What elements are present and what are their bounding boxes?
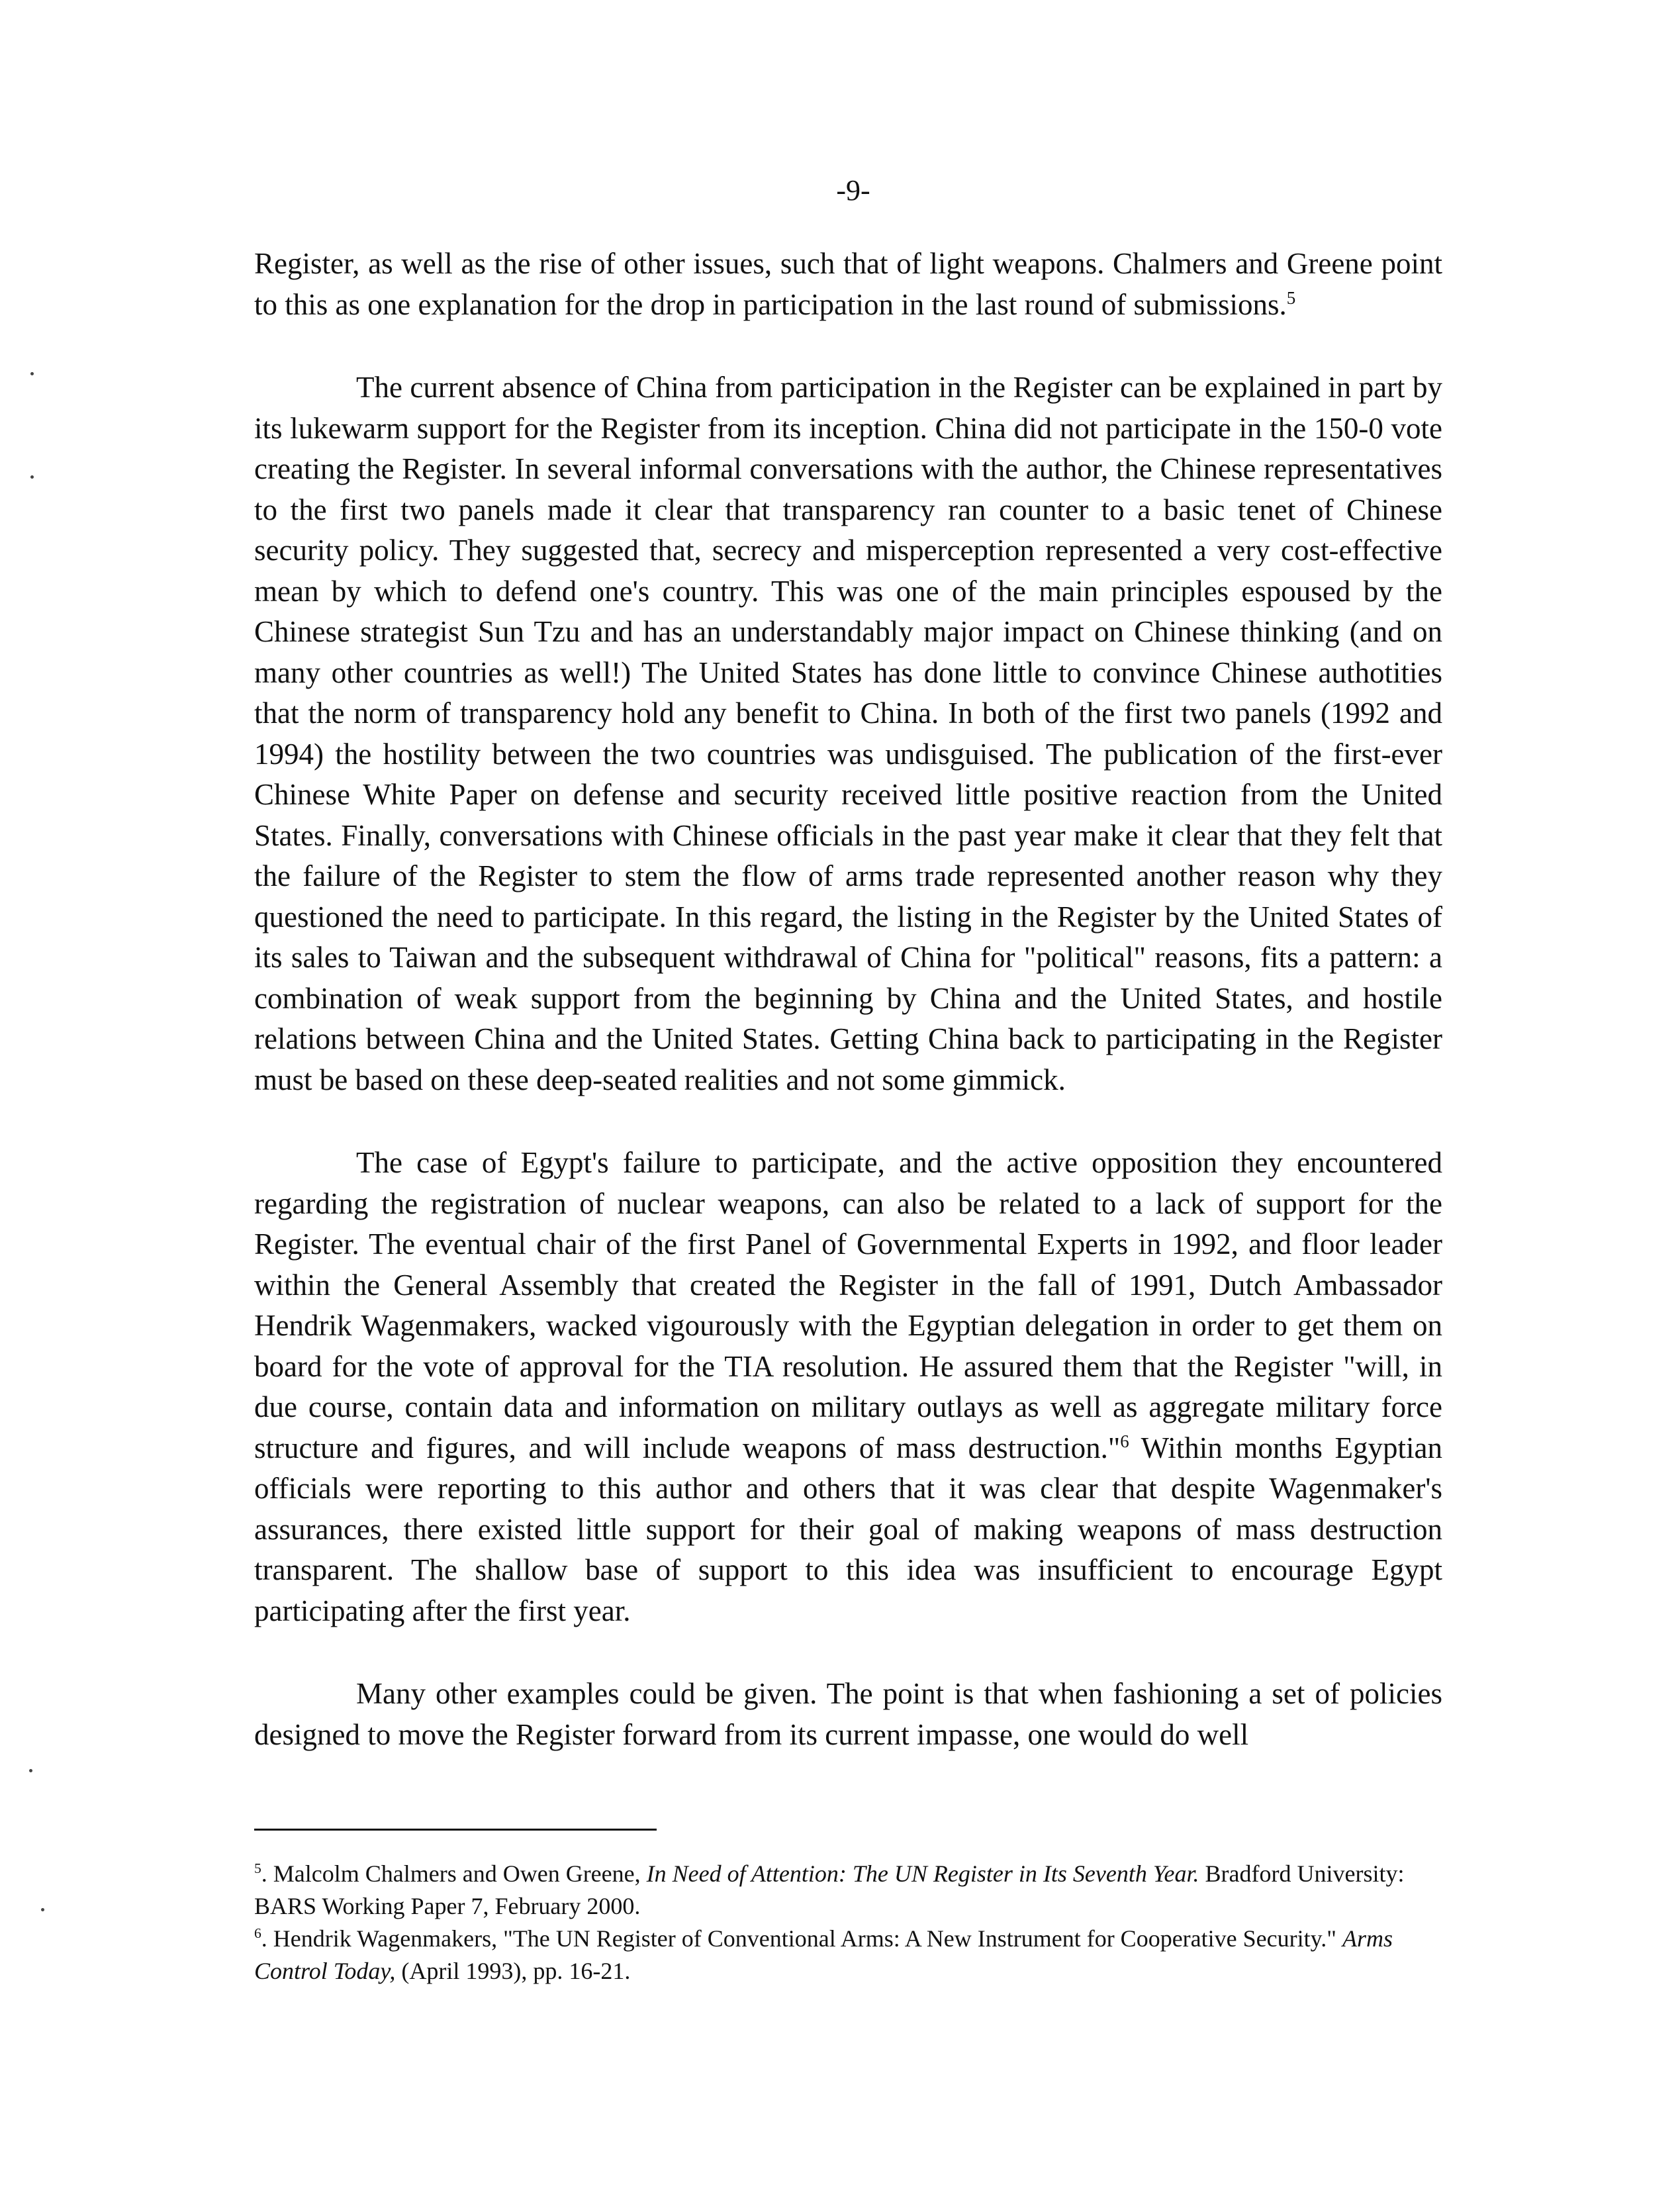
scan-speck — [41, 1908, 44, 1911]
paragraph-continuation — [254, 244, 1442, 325]
paragraph-egypt — [254, 1143, 1442, 1631]
footnote-5 — [254, 1858, 1442, 1923]
footnote-marker: 6 — [254, 1925, 261, 1941]
scan-speck — [29, 1769, 32, 1772]
body-text — [254, 244, 1442, 1797]
paragraph-china: The current absence of China from participation in the Register can be explained in part by its lukewarm support for the Register from its inception. China did not participate in the 150-0 vote creating the Register. In several informal conversations with the author, the Chinese representatives to the first two panels made it clear that transparency ran counter to a basic tenet of Chinese security policy. They suggested that, secrecy and misperception represented a very cost-effective mean by which to defend one's country. This was one of the main principles espoused by the Chinese strategist Sun Tzu and has an understandably major impact on Chinese thinking (and on many other countries as well!) The United States has done little to convince Chinese authotities that the norm of transparency hold any benefit to China. In both of the first two panels (1992 and 1994) the hostility between the two countries was undisguised. The publication of the first-ever Chinese White Paper on defense and security received little positive reaction from the United States. Finally, conversations with Chinese officials in the past year make it clear that they felt that the failure of the Register to stem the flow of arms trade represented another reason why they questioned the need to participate. In this regard, the listing in the Register by the United States of its sales to Taiwan and the subsequent withdrawal of China for "political" reasons, fits a pattern: a combination of weak support from the beginning by China and the United States, and hostile relations between China and the United States. Getting China back to participating in the Register must be based on these deep-seated realities and not some gimmick. — [254, 371, 1442, 1096]
page-number: -9- — [836, 174, 870, 207]
scan-speck — [30, 372, 34, 375]
footnote-divider — [254, 1829, 657, 1831]
footnote-ref-5: 5 — [1286, 287, 1296, 308]
footnote-tail: Bradford University: BARS Working Paper 7, February 2000. — [254, 1860, 1405, 1919]
footnotes — [254, 1858, 1442, 1988]
footnote-ref-6: 6 — [1120, 1431, 1129, 1451]
paragraph-text: The case of Egypt's failure to participate, and the active opposition they encountered regarding the registration of nuclear weapons, can also be related to a lack of support for the Register. The eventual chair of the first Panel of Governmental Experts in 1992, and floor leader within the General Assembly that created the Register in the fall of 1991, Dutch Ambassador Hendrik Wagenmakers, wacked vigourously with the Egyptian delegation in order to get them on board for the vote of approval for the TIA resolution. He assured them that the Register "will, in due course, contain data and information on military outlays as well as aggregate military force structure and figures, and will include weapons of mass destruction." — [254, 1146, 1442, 1464]
footnote-lead: . Malcolm Chalmers and Owen Greene, — [261, 1860, 647, 1887]
scan-speck — [30, 475, 34, 479]
paragraph-text: Register, as well as the rise of other issues, such that of light weapons. Chalmers and Greene point to this as one explanation for the drop in participation in the last round of submissions. — [254, 247, 1442, 321]
paragraph-text: Within months Egyptian officials were reporting to this author and others that it was clear that despite Wagenmaker's assurances, there existed little support for their goal of making weapons of mass destruction transparent. The shallow base of support to this idea was insufficient to encourage Egypt participating after the first year. — [254, 1431, 1442, 1627]
footnote-title: Arms Control Today, — [254, 1925, 1393, 1984]
footnote-lead: . Hendrik Wagenmakers, "The UN Register of Conventional Arms: A New Instrument for Cooperative Security." — [261, 1925, 1342, 1952]
footnote-6 — [254, 1923, 1442, 1988]
paragraph-examples: Many other examples could be given. The point is that when fashioning a set of policies designed to move the Register forward from its current impasse, one would do well — [254, 1677, 1442, 1751]
footnote-title: In Need of Attention: The UN Register in Its Seventh Year. — [646, 1860, 1199, 1887]
footnote-tail: (April 1993), pp. 16-21. — [395, 1958, 631, 1984]
footnote-marker: 5 — [254, 1860, 261, 1876]
